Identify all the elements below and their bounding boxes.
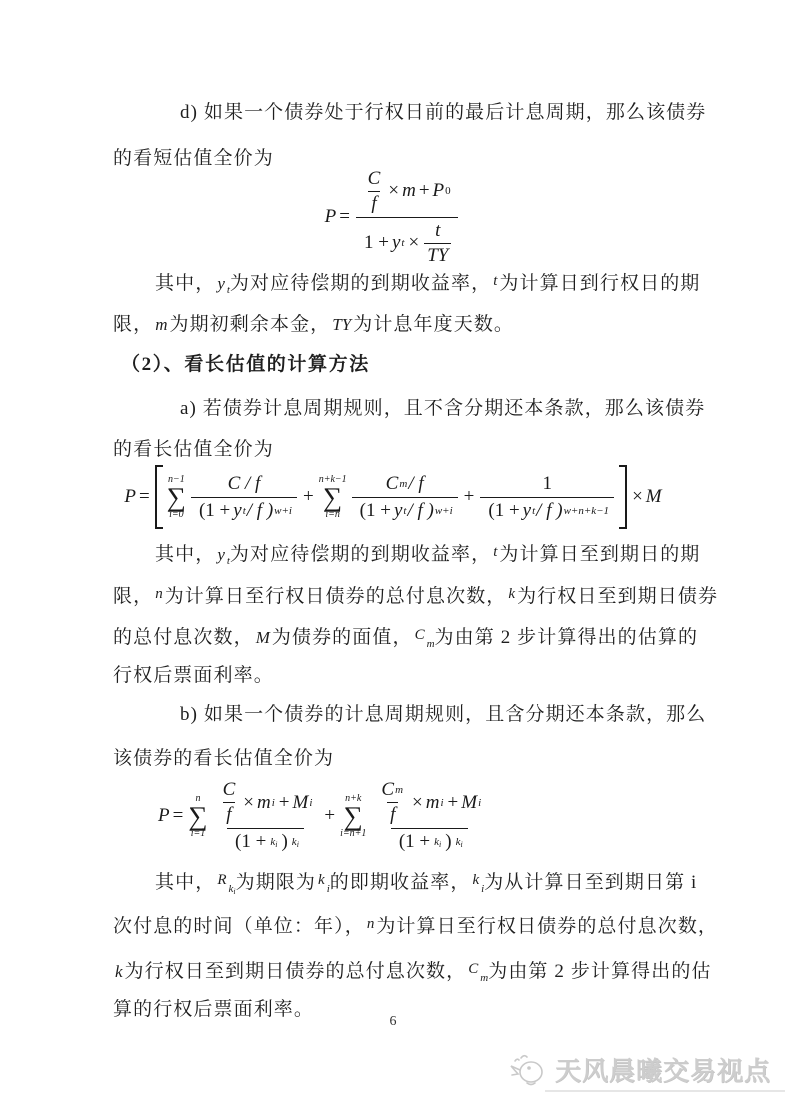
paren-open: (1 + bbox=[235, 831, 267, 852]
subscript-t: t bbox=[403, 504, 407, 517]
sigma-icon: ∑ bbox=[323, 482, 343, 512]
math-var-M: M bbox=[292, 791, 309, 813]
math-var-P: P bbox=[124, 486, 136, 507]
numerator: C / f bbox=[227, 472, 261, 494]
bird-logo-icon bbox=[507, 1050, 549, 1088]
numerator-one: 1 bbox=[542, 472, 552, 494]
para-a-line1-text: a) 若债券计息周期规则，且不含分期还本条款，那么该债券 bbox=[180, 398, 706, 419]
text-segment: 限， bbox=[113, 586, 154, 607]
plus-sign: + bbox=[447, 791, 459, 813]
subscript-i: i bbox=[309, 796, 313, 809]
math-var-t: t bbox=[435, 219, 441, 241]
sigma-icon: ∑ bbox=[188, 801, 208, 831]
text-segment: 为由第 2 步计算得出的估 bbox=[488, 961, 712, 982]
para-w3-line1 bbox=[113, 867, 720, 905]
equals-sign: = bbox=[339, 206, 350, 227]
para-b-line1-text: b) 如果一个债券的计息周期规则，且含分期还本条款，那么 bbox=[180, 704, 707, 725]
math-var-C: C bbox=[385, 472, 399, 494]
equals-sign: = bbox=[139, 486, 150, 507]
equals-sign: = bbox=[172, 805, 184, 826]
para-d-line1 bbox=[113, 100, 745, 126]
plus-sign: + bbox=[302, 486, 314, 507]
math-var-C: C bbox=[468, 961, 479, 977]
page-number bbox=[113, 1014, 673, 1030]
math-var-y: y bbox=[391, 232, 401, 253]
math-var-M: M bbox=[255, 628, 270, 647]
math-var-m: m bbox=[155, 315, 168, 334]
sum-upper-limit: n−1 bbox=[167, 474, 185, 485]
sum-lower-limit: i=1 bbox=[190, 828, 206, 839]
subscript-i: i bbox=[271, 796, 275, 809]
times-sign: × bbox=[243, 791, 254, 813]
math-var-m: m bbox=[256, 791, 271, 813]
para-w3-line3 bbox=[113, 956, 712, 991]
subscript-i: i bbox=[439, 839, 442, 849]
plus-sign: + bbox=[278, 791, 290, 813]
watermark-text: 天风晨曦交易视点 bbox=[554, 1055, 771, 1086]
paren-close: ) bbox=[445, 831, 452, 852]
text-segment: 为行权日至到期日债券的总付息次数， bbox=[124, 961, 467, 982]
formula-short-valuation bbox=[113, 167, 673, 266]
text-segment: 为计算日到行权日的期 bbox=[499, 273, 701, 294]
coupon-fraction bbox=[378, 779, 407, 826]
paren-close: / f ) bbox=[536, 499, 563, 521]
section-heading-2-text: （2）、看长估值的计算方法 bbox=[121, 354, 370, 375]
paren-close: ) bbox=[281, 831, 288, 852]
time-fraction bbox=[424, 220, 451, 267]
paren-close: / f ) bbox=[246, 499, 274, 521]
paren-open: (1 + bbox=[488, 499, 520, 521]
subscript-k: ki bbox=[270, 835, 278, 849]
times-sign: × bbox=[632, 486, 643, 507]
para-w1-line1 bbox=[113, 268, 720, 303]
math-var-f: f bbox=[226, 804, 232, 825]
subscript-t: t bbox=[242, 504, 246, 517]
times-sign: × bbox=[388, 180, 400, 201]
math-var-n: n bbox=[155, 586, 163, 602]
math-var-y: y bbox=[522, 499, 532, 521]
subscript-i: i bbox=[478, 796, 482, 809]
term-1-fraction bbox=[191, 473, 297, 522]
para-b-line2-text: 该债券的看长估值全价为 bbox=[113, 748, 335, 769]
main-fraction bbox=[356, 168, 458, 267]
math-var-TY: TY bbox=[427, 244, 449, 266]
subscript-m: m bbox=[395, 784, 404, 796]
sum-upper-limit: n bbox=[195, 793, 201, 804]
text-segment: 为计算日至行权日债券的总付息次数， bbox=[376, 916, 719, 937]
formula-long-valuation-b bbox=[158, 772, 490, 860]
subscript-i: i bbox=[296, 839, 299, 849]
coupon-fraction bbox=[220, 779, 239, 826]
summation-2 bbox=[340, 793, 366, 839]
sum-lower-limit: i=n+1 bbox=[340, 828, 367, 839]
subscript-i: i bbox=[481, 883, 485, 895]
subscript-0: 0 bbox=[445, 185, 451, 197]
para-w2-line2 bbox=[113, 581, 719, 610]
times-sign: × bbox=[408, 232, 420, 253]
subscript-t: t bbox=[401, 237, 405, 249]
times-sign: × bbox=[412, 791, 423, 813]
text-segment: 为行权日至到期日债券 bbox=[517, 586, 719, 607]
subscript-k: ki bbox=[434, 835, 442, 849]
math-var-m: m bbox=[402, 180, 416, 201]
para-w2-line3 bbox=[113, 622, 699, 657]
math-var-y: y bbox=[233, 499, 242, 521]
text-segment: 次付息的时间（单位：年）， bbox=[113, 916, 365, 937]
subscript-m: m bbox=[480, 972, 489, 984]
subscript-i: i bbox=[233, 887, 236, 896]
subscript-i: i bbox=[275, 839, 278, 849]
term-2-fraction bbox=[371, 779, 487, 853]
term-3-fraction bbox=[480, 473, 614, 522]
math-var-k: k bbox=[115, 962, 123, 981]
subscript-i: i bbox=[326, 883, 330, 895]
para-d-line1-text: d) 如果一个债券处于行权日前的最后计息周期，那么该债券 bbox=[180, 102, 707, 123]
sigma-icon: ∑ bbox=[343, 801, 363, 831]
text-segment: 的即期收益率， bbox=[329, 872, 471, 893]
summation-1 bbox=[188, 793, 207, 839]
page-number-text: 6 bbox=[389, 1014, 397, 1029]
watermark-underline bbox=[545, 1090, 785, 1092]
subscript-t: t bbox=[226, 555, 230, 567]
one-plus: 1 + bbox=[364, 232, 389, 253]
left-bracket bbox=[155, 465, 163, 529]
sum-lower-limit: i=n bbox=[325, 509, 340, 520]
para-w3-line2 bbox=[113, 911, 719, 940]
math-var-P: P bbox=[158, 805, 170, 826]
math-var-R: R bbox=[217, 872, 227, 888]
para-w1-line2 bbox=[113, 312, 678, 338]
sigma-icon: ∑ bbox=[166, 482, 186, 512]
sum-upper-limit: n+k bbox=[345, 793, 362, 804]
numerator-tail: / f bbox=[408, 472, 424, 494]
coupon-fraction bbox=[365, 168, 384, 215]
math-var-M: M bbox=[645, 486, 662, 507]
text-segment: 为从计算日至到期日第 i bbox=[484, 872, 698, 893]
text-segment: 为对应待偿期的到期收益率， bbox=[229, 544, 492, 565]
math-var-y: y bbox=[393, 499, 403, 521]
math-var-n: n bbox=[366, 916, 375, 932]
term-1-fraction bbox=[213, 779, 319, 853]
paren-close: / f ) bbox=[407, 499, 434, 521]
watermark bbox=[507, 1050, 771, 1088]
summation-2 bbox=[319, 474, 347, 520]
math-var-C: C bbox=[381, 779, 395, 800]
subscript-m: m bbox=[399, 477, 408, 490]
text-segment: 算的行权后票面利率。 bbox=[113, 999, 315, 1020]
exponent: w+i bbox=[434, 504, 453, 517]
math-var-TY: TY bbox=[332, 315, 352, 334]
math-var-C: C bbox=[222, 779, 236, 800]
text-segment: 其中， bbox=[155, 273, 216, 294]
summation-1 bbox=[167, 474, 186, 520]
text-segment: 为债券的面值， bbox=[271, 627, 413, 648]
math-var-M: M bbox=[461, 791, 478, 813]
math-var-f: f bbox=[371, 192, 377, 214]
subscript-t: t bbox=[226, 284, 230, 296]
text-segment: 其中， bbox=[155, 544, 216, 565]
para-b-line2 bbox=[113, 746, 678, 772]
section-heading-2 bbox=[113, 352, 686, 378]
subscript-m: m bbox=[426, 638, 435, 650]
para-a-line2-text: 的看长估值全价为 bbox=[113, 439, 274, 460]
paren-open: (1 + bbox=[198, 499, 231, 521]
para-a-line2 bbox=[113, 437, 678, 463]
math-var-C: C bbox=[414, 627, 425, 643]
math-var-y: y bbox=[217, 274, 225, 293]
para-d-line2-text: 的看短估值全价为 bbox=[113, 148, 274, 169]
paren-open: (1 + bbox=[359, 499, 391, 521]
math-var-t: t bbox=[493, 544, 498, 560]
exponent: w+i bbox=[274, 504, 292, 517]
subscript-t: t bbox=[532, 504, 536, 517]
para-b-line1 bbox=[113, 702, 745, 728]
text-segment: 限， bbox=[113, 314, 154, 335]
text-segment: 行权后票面利率。 bbox=[113, 665, 274, 686]
text-segment: 为计息年度天数。 bbox=[353, 314, 515, 335]
sum-lower-limit: i=0 bbox=[169, 509, 184, 520]
para-w2-line4 bbox=[113, 663, 678, 689]
math-var-t: t bbox=[493, 273, 498, 289]
math-var-k: k bbox=[472, 872, 480, 888]
text-segment: 的总付息次数， bbox=[113, 627, 254, 648]
formula-long-valuation-a bbox=[113, 464, 673, 530]
subscript-i: i bbox=[440, 796, 444, 809]
math-var-P: P bbox=[324, 206, 337, 227]
plus-sign: + bbox=[324, 805, 336, 826]
math-var-f: f bbox=[390, 804, 396, 825]
math-var-P0: P bbox=[432, 180, 445, 201]
para-w2-line1 bbox=[113, 539, 720, 574]
text-segment: 为由第 2 步计算得出的估算的 bbox=[434, 627, 699, 648]
right-bracket bbox=[619, 465, 627, 529]
paren-open: (1 + bbox=[398, 831, 431, 852]
term-2-fraction bbox=[352, 473, 458, 522]
text-segment: 为对应待偿期的到期收益率， bbox=[229, 273, 492, 294]
math-var-m: m bbox=[425, 791, 440, 813]
sum-upper-limit: n+k−1 bbox=[318, 474, 347, 485]
text-segment: 为期初剩余本金， bbox=[169, 314, 331, 335]
text-segment: 为计算日至行权日债券的总付息次数， bbox=[164, 586, 507, 607]
exponent-ki: ki bbox=[291, 835, 299, 849]
para-a-line1 bbox=[113, 396, 745, 422]
math-var-k: k bbox=[508, 586, 516, 602]
plus-sign: + bbox=[463, 486, 475, 507]
plus-sign: + bbox=[418, 180, 430, 201]
text-segment: 其中， bbox=[155, 872, 216, 893]
math-var-y: y bbox=[217, 545, 225, 564]
exponent-ki: ki bbox=[455, 835, 463, 849]
subscript-i: i bbox=[460, 839, 463, 849]
math-var-k: k bbox=[318, 872, 325, 888]
math-var-C: C bbox=[367, 167, 381, 189]
subscript-k: ki bbox=[228, 883, 236, 896]
text-segment: 为期限为 bbox=[235, 872, 317, 893]
exponent: w+n+k−1 bbox=[563, 504, 610, 517]
text-segment: 为计算日至到期日的期 bbox=[499, 544, 701, 565]
